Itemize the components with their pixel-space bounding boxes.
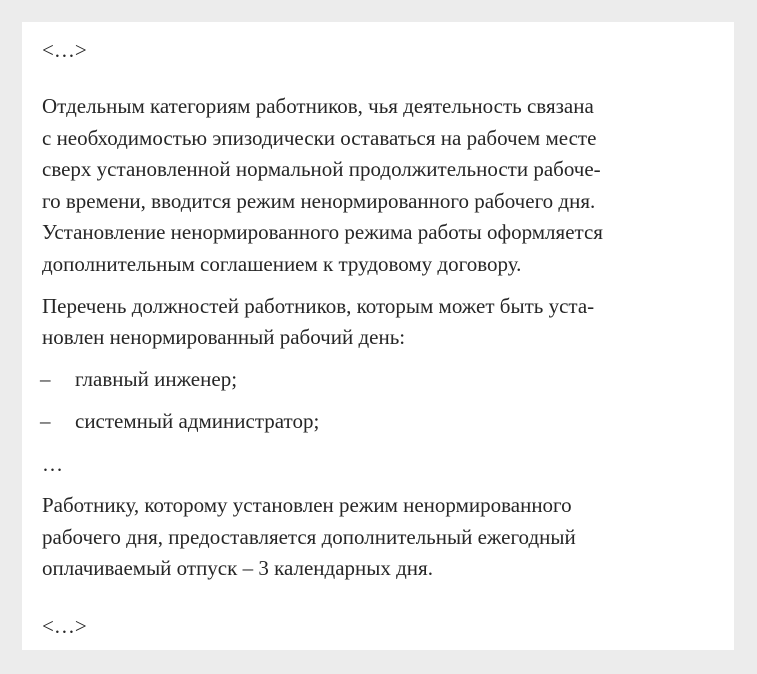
paragraph-line: Перечень должностей работников, которым может быть уста-: [42, 294, 595, 318]
paragraph-line: новлен ненормированный рабочий день:: [42, 325, 406, 349]
paragraph-line: го времени, вводится режим ненормированного рабочего дня.: [42, 189, 596, 213]
list-dash-marker: –: [40, 409, 51, 433]
list-dash-marker: –: [40, 367, 51, 391]
paragraph-line: с необходимостью эпизодически оставаться на рабочем месте: [42, 126, 597, 150]
paragraph-line: Установление ненормированного режима работы оформляется: [42, 220, 603, 244]
omission-marker-top: <…>: [42, 38, 87, 62]
list-item-text: системный администратор;: [75, 409, 320, 433]
omission-marker-middle: …: [42, 452, 63, 476]
paragraph-line: сверх установленной нормальной продолжительности рабоче-: [42, 157, 601, 181]
paragraph-line: рабочего дня, предоставляется дополнительный ежегодный: [42, 525, 576, 549]
paragraph-line: Работнику, которому установлен режим ненормированного: [42, 493, 572, 517]
document-excerpt-card: [22, 22, 734, 650]
omission-marker-bottom: <…>: [42, 614, 87, 638]
paragraph-line: дополнительным соглашением к трудовому договору.: [42, 252, 522, 276]
list-item-text: главный инженер;: [75, 367, 238, 391]
paragraph-line: оплачиваемый отпуск – 3 календарных дня.: [42, 556, 433, 580]
paragraph-line: Отдельным категориям работников, чья деятельность связана: [42, 94, 594, 118]
